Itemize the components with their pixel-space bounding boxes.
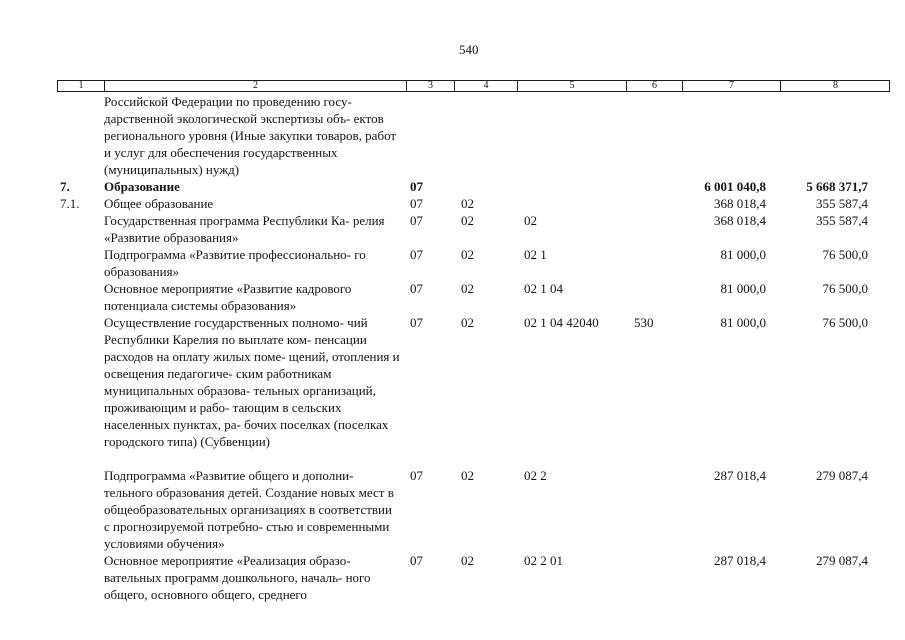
row-number: 7.1. [60, 196, 80, 211]
header-col-8: 8 [780, 81, 890, 91]
row-subsection-code: 02 [461, 281, 474, 296]
row-subsection-code: 02 [461, 468, 474, 483]
row-amount-year2: 355 587,4 [816, 213, 868, 228]
row-target-article: 02 1 04 [524, 281, 563, 296]
row-name: Государственная программа Республики Ка- релия «Развитие образования» [104, 213, 385, 245]
row-target-article: 02 [524, 213, 537, 228]
row-name: Общее образование [104, 196, 214, 211]
row-section-code: 07 [410, 315, 423, 330]
row-subsection-code: 02 [461, 553, 474, 568]
row-section-code: 07 [410, 196, 423, 211]
row-section-code: 07 [410, 179, 423, 194]
row-section-code: 07 [410, 213, 423, 228]
row-expense-type: 530 [634, 315, 654, 330]
row-amount-year2: 279 087,4 [816, 553, 868, 568]
row-amount-year1: 6 001 040,8 [704, 179, 766, 194]
row-name: Подпрограмма «Развитие общего и дополни- тельного образования детей. Создание новых мест в общеобразовательных организациях в соответствии с прогнозируемой потребно- стью и современными условиями обучения» [104, 468, 394, 551]
header-col-1: 1 [78, 80, 84, 91]
row-name: Подпрограмма «Развитие профессионально- го образования» [104, 247, 366, 279]
row-subsection-code: 02 [461, 213, 474, 228]
row-section-code: 07 [410, 281, 423, 296]
header-col-7: 7 [682, 81, 780, 91]
row-name: Основное мероприятие «Развитие кадрового потенциала системы образования» [104, 281, 352, 313]
row-name: Основное мероприятие «Реализация образо- вательных программ дошкольного, началь- ного общего, основного общего, среднего [104, 553, 371, 602]
row-amount-year2: 76 500,0 [822, 315, 868, 330]
row-amount-year2: 76 500,0 [822, 281, 868, 296]
row-section-code: 07 [410, 553, 423, 568]
row-target-article: 02 2 01 [524, 553, 563, 568]
table-header [57, 80, 890, 92]
row-section-code: 07 [410, 468, 423, 483]
row-amount-year1: 368 018,4 [714, 213, 766, 228]
row-name: Образование [104, 179, 180, 194]
row-amount-year1: 81 000,0 [720, 247, 766, 262]
row-section-code: 07 [410, 247, 423, 262]
row-amount-year1: 368 018,4 [714, 196, 766, 211]
row-name: Российской Федерации по проведению госу- дарственной экологической экспертизы объ- ектов регионального уровня (Иные закупки товаров, работ и услуг для обеспечения государственных (муниципальных) нужд) [104, 94, 397, 177]
row-amount-year2: 5 668 371,7 [806, 179, 868, 194]
row-amount-year1: 81 000,0 [720, 281, 766, 296]
row-target-article: 02 1 [524, 247, 547, 262]
row-amount-year1: 287 018,4 [714, 553, 766, 568]
row-subsection-code: 02 [461, 196, 474, 211]
row-subsection-code: 02 [461, 315, 474, 330]
header-col-6: 6 [626, 81, 682, 91]
row-amount-year2: 76 500,0 [822, 247, 868, 262]
row-amount-year1: 81 000,0 [720, 315, 766, 330]
row-amount-year2: 355 587,4 [816, 196, 868, 211]
row-amount-year1: 287 018,4 [714, 468, 766, 483]
header-col-4: 4 [454, 81, 517, 91]
row-target-article: 02 2 [524, 468, 547, 483]
row-amount-year2: 279 087,4 [816, 468, 868, 483]
page-number: 540 [459, 42, 479, 57]
header-col-5: 5 [517, 81, 626, 91]
row-number: 7. [60, 179, 70, 194]
header-col-3: 3 [406, 81, 454, 91]
header-col-2: 2 [104, 81, 406, 91]
row-name: Осуществление государственных полномо- чий Республики Карелия по выплате ком- пенсации расходов на оплату жилых поме- щений, отопления и освещения педагогиче- ским работникам муниципальных образова- тельных организаций, проживающим и рабо- тающим в сельских населенных пунктах, ра- бочих поселках (поселках городского типа) (Субвенции) [104, 315, 400, 449]
row-target-article: 02 1 04 42040 [524, 315, 599, 330]
row-subsection-code: 02 [461, 247, 474, 262]
